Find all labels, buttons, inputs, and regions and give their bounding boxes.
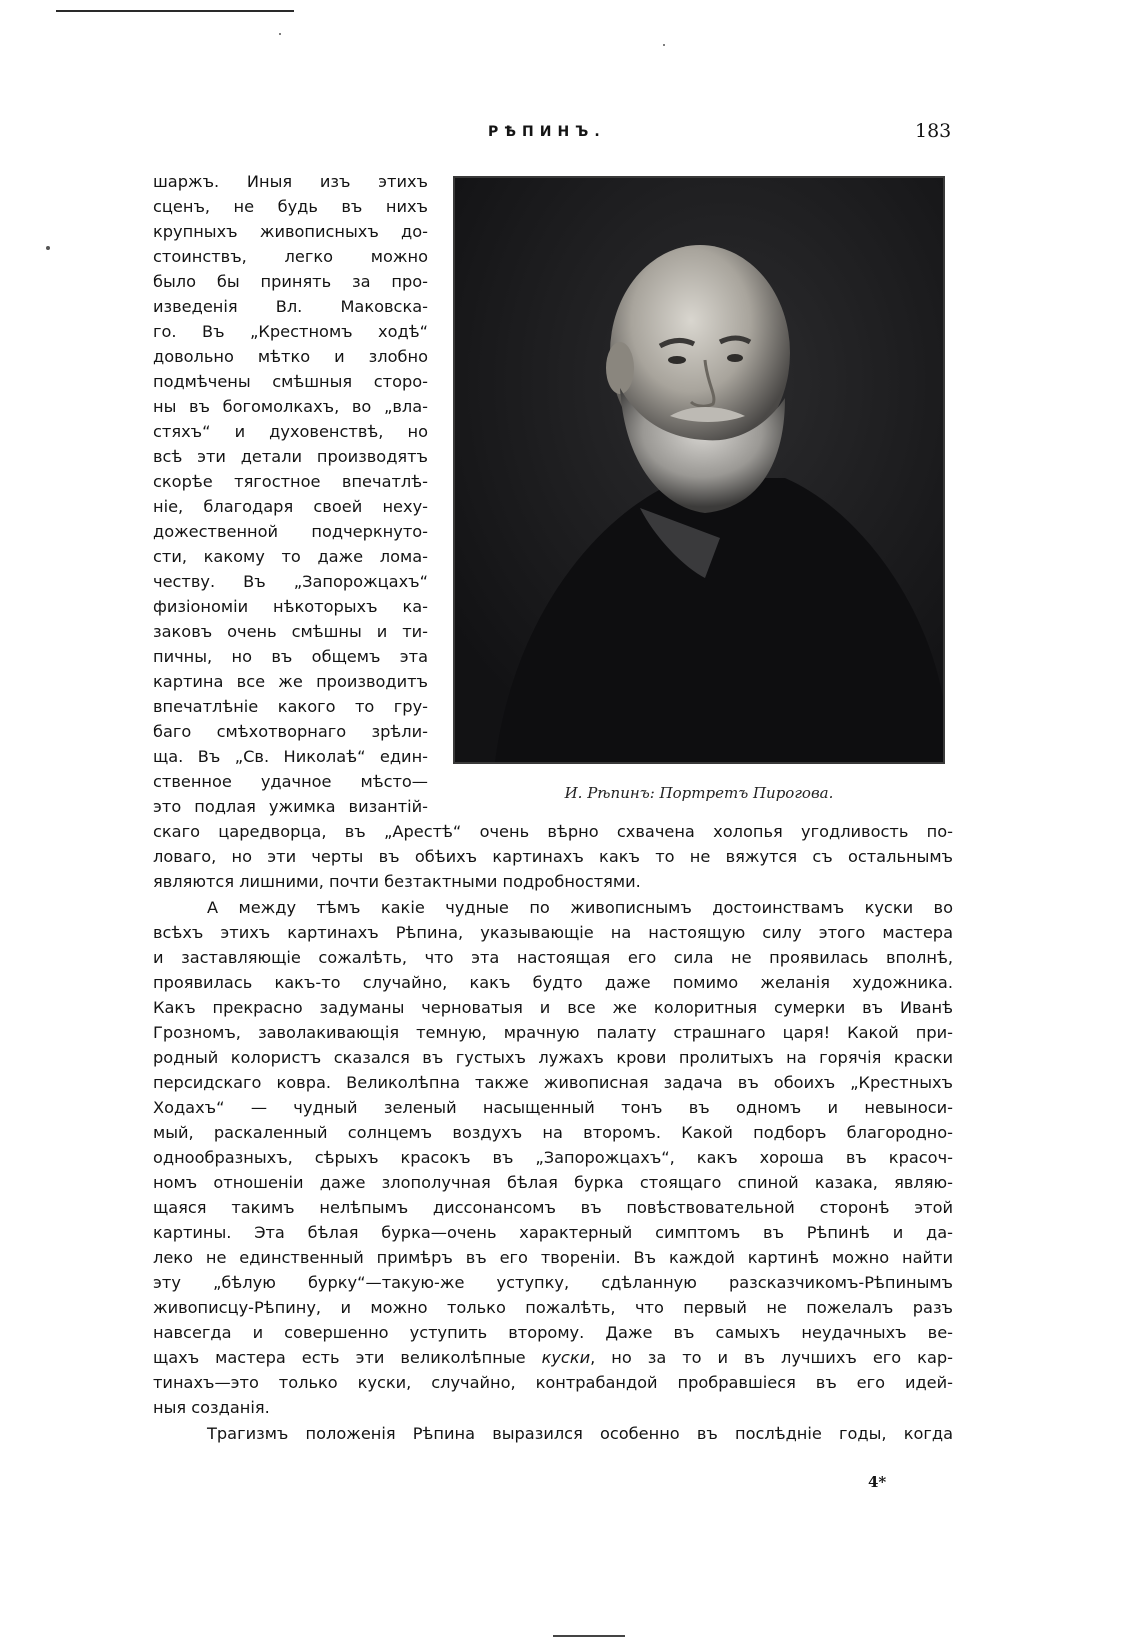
signature-mark: 4* xyxy=(868,1473,887,1491)
text-line: родный колористъ сказался въ густыхъ лужахъ крови пролитыхъ на горячія краски xyxy=(153,1048,953,1067)
text-line: Какъ прекрасно задуманы черноватыя и все же колоритныя сумерки въ Иванѣ xyxy=(153,998,953,1017)
text-line: эту „бѣлую бурку“—такую-же уступку, сдѣланную разсказчикомъ-Рѣпинымъ xyxy=(153,1273,953,1292)
text-line-with-emphasis xyxy=(153,1345,953,1371)
text-segment: щахъ мастера есть эти великолѣпные xyxy=(153,1348,542,1367)
text-line: заковъ очень смѣшны и ти- xyxy=(153,622,428,641)
text-line: всѣ эти детали производятъ xyxy=(153,447,428,466)
text-line: подмѣчены смѣшныя сторо- xyxy=(153,372,428,391)
text-line: физіономіи нѣкоторыхъ ка- xyxy=(153,597,428,616)
text-line: сти, какому то даже лома- xyxy=(153,547,428,566)
text-line: живописцу-Рѣпину, и можно только пожалѣть, что первый не пожелалъ разъ xyxy=(153,1298,953,1317)
text-line: Трагизмъ положенія Рѣпина выразился особенно въ послѣдніе годы, когда xyxy=(207,1424,953,1443)
text-segment: , но за то и въ лучшихъ его кар- xyxy=(590,1348,953,1367)
scan-speck xyxy=(663,44,665,46)
text-line: леко не единственный примѣръ въ его твореніи. Въ каждой картинѣ можно найти xyxy=(153,1248,953,1267)
emphasized-word: куски xyxy=(541,1348,591,1367)
text-line: ніе, благодаря своей неху- xyxy=(153,497,428,516)
text-line: пичны, но въ общемъ эта xyxy=(153,647,428,666)
text-line: картина все же производитъ xyxy=(153,672,428,691)
scan-speck xyxy=(46,246,50,250)
text-line: проявилась какъ-то случайно, какъ будто даже помимо желанія художника. xyxy=(153,973,953,992)
text-line: Грозномъ, заволакивающія темную, мрачную палату страшнаго царя! Какой при- xyxy=(153,1023,953,1042)
text-line: ственное удачное мѣсто— xyxy=(153,772,428,791)
text-line: навсегда и совершенно уступить второму. Даже въ самыхъ неудачныхъ ве- xyxy=(153,1323,953,1342)
text-line: мый, раскаленный солнцемъ воздухъ на второмъ. Какой подборъ благородно- xyxy=(153,1123,953,1142)
text-line: впечатлѣніе какого то гру- xyxy=(153,697,428,716)
text-line: сценъ, не будь въ нихъ xyxy=(153,197,428,216)
running-head: РѢПИНЪ. xyxy=(488,124,606,140)
text-line: изведенія Вл. Маковска- xyxy=(153,297,428,316)
text-line: стяхъ“ и духовенствѣ, но xyxy=(153,422,428,441)
text-line: картины. Эта бѣлая бурка—очень характерный симптомъ въ Рѣпинѣ и да- xyxy=(153,1223,953,1242)
text-line: щаяся такимъ нелѣпымъ диссонансомъ въ повѣствовательной сторонѣ этой xyxy=(153,1198,953,1217)
text-line: являются лишними, почти безтактными подробностями. xyxy=(153,872,641,891)
portrait-image xyxy=(455,178,943,762)
text-line: всѣхъ этихъ картинахъ Рѣпина, указывающіе на настоящую силу этого мастера xyxy=(153,923,953,942)
text-line: Ходахъ“ — чудный зеленый насыщенный тонъ въ одномъ и невыноси- xyxy=(153,1098,953,1117)
text-line: однообразныхъ, сѣрыхъ красокъ въ „Запорожцахъ“, какъ хороша въ красоч- xyxy=(153,1148,953,1167)
scan-top-rule xyxy=(56,10,294,12)
text-line: было бы принять за про- xyxy=(153,272,428,291)
text-line: персидскаго ковра. Великолѣпна также живописная задача въ обоихъ „Крестныхъ xyxy=(153,1073,953,1092)
text-line: ныя созданія. xyxy=(153,1398,270,1417)
text-line: го. Въ „Крестномъ ходѣ“ xyxy=(153,322,428,341)
scan-bottom-rule xyxy=(553,1635,625,1637)
text-line: честву. Въ „Запорожцахъ“ xyxy=(153,572,428,591)
text-line: ща. Въ „Св. Николаѣ“ един- xyxy=(153,747,428,766)
text-line: номъ отношеніи даже злополучная бѣлая бурка стоящаго спиной казака, являю- xyxy=(153,1173,953,1192)
text-line: довольно мѣтко и злобно xyxy=(153,347,428,366)
portrait-illustration xyxy=(453,176,945,764)
text-line: дожественной подчеркнуто- xyxy=(153,522,428,541)
text-line: ны въ богомолкахъ, во „вла- xyxy=(153,397,428,416)
figure-caption: И. Рѣпинъ: Портретъ Пирогова. xyxy=(564,784,834,802)
text-line: и заставляющіе сожалѣть, что эта настоящая его сила не проявилась вполнѣ, xyxy=(153,948,953,967)
text-line: баго смѣхотворнаго зрѣли- xyxy=(153,722,428,741)
text-line: шаржъ. Иныя изъ этихъ xyxy=(153,172,428,191)
text-line: А между тѣмъ какіе чудные по живописнымъ достоинствамъ куски во xyxy=(207,898,953,917)
page-number: 183 xyxy=(915,120,952,142)
text-line: это подлая ужимка византій- xyxy=(153,797,428,816)
text-line: ловаго, но эти черты въ обѣихъ картинахъ какъ то не вяжутся съ остальнымъ xyxy=(153,847,953,866)
text-line: стоинствъ, легко можно xyxy=(153,247,428,266)
scan-speck xyxy=(279,33,281,35)
text-line: скаго царедворца, въ „Арестѣ“ очень вѣрно схвачена холопья угодливость по- xyxy=(153,822,953,841)
text-line: тинахъ—это только куски, случайно, контрабандой пробравшіеся въ его идей- xyxy=(153,1373,953,1392)
text-line: крупныхъ живописныхъ до- xyxy=(153,222,428,241)
text-line: скорѣе тягостное впечатлѣ- xyxy=(153,472,428,491)
